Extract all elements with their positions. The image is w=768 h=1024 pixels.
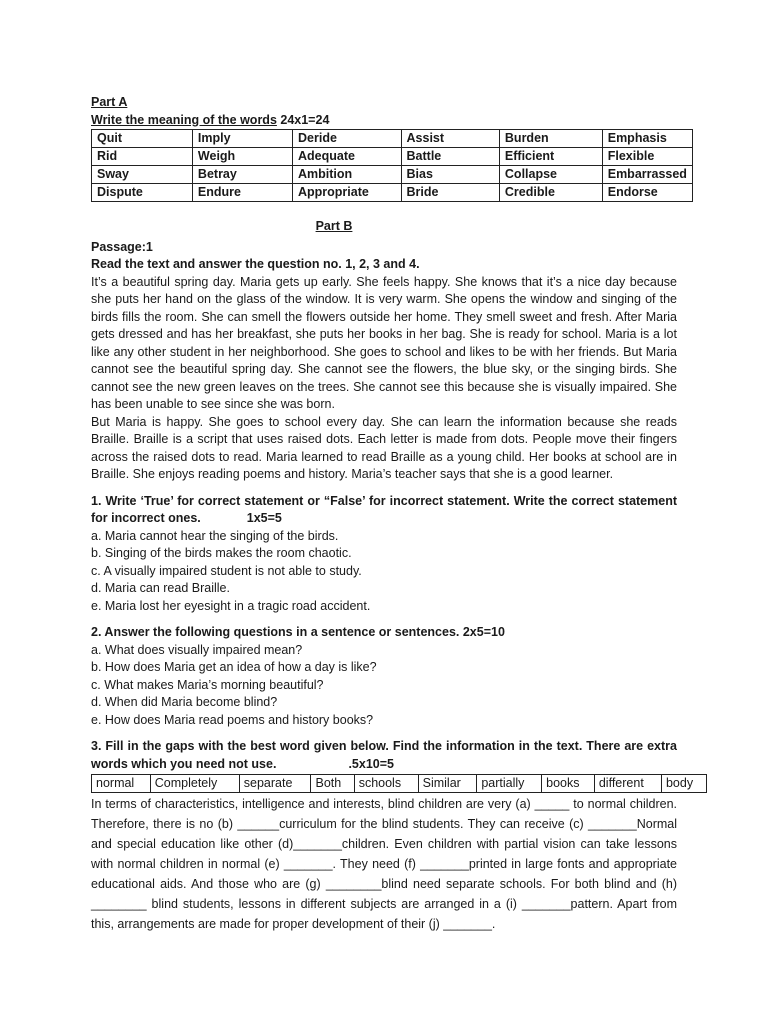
vocabulary-cell: Weigh — [192, 148, 292, 166]
question-item: a. What does visually impaired mean? — [91, 642, 303, 657]
vocabulary-cell: Imply — [192, 130, 292, 148]
vocabulary-cell: Deride — [293, 130, 402, 148]
part-a-instruction-text: Write the meaning of the words — [91, 112, 277, 127]
word-bank-cell: partially — [477, 775, 542, 793]
question-item: c. What makes Maria’s morning beautiful? — [91, 677, 324, 692]
word-bank-cell: Both — [311, 775, 354, 793]
question-1-items — [91, 528, 677, 616]
vocabulary-cell: Collapse — [499, 166, 602, 184]
question-3-text: 3. Fill in the gaps with the best word given below. Find the information in the text. There are extra words which you need not use. — [91, 739, 677, 771]
word-bank-cell: schools — [354, 775, 418, 793]
part-a-title: Part A — [91, 95, 128, 109]
vocabulary-cell: Battle — [401, 148, 499, 166]
question-3-marks: .5x10=5 — [348, 756, 394, 771]
vocabulary-cell: Endure — [192, 184, 292, 202]
fill-in-gaps-paragraph: In terms of characteristics, intelligence and interests, blind children are very (a) _____ to normal children. Therefore, there is no (b) ______curriculum for the blind students. They can receive (c) _______Normal and special education like other (d)_______children. Even children with partial vision can take lessons with normal children in normal (e) _______. They need (f) _______printed in large fonts and appropriate educational aids. And those who are (g) ________blind need separate schools. For both blind and (h) ________ blind students, lessons in different subjects are arranged in a (i) _______pattern. Apart from this, arrangements are made for proper development of their (j) _______. — [91, 797, 677, 931]
word-bank-table — [91, 774, 707, 793]
word-bank-cell: separate — [239, 775, 311, 793]
vocabulary-cell: Adequate — [293, 148, 402, 166]
question-item: a. Maria cannot hear the singing of the birds. — [91, 528, 339, 543]
question-1-marks: 1x5=5 — [246, 511, 282, 525]
vocabulary-cell: Ambition — [293, 166, 402, 184]
vocabulary-row — [92, 184, 693, 202]
vocabulary-table — [91, 129, 693, 202]
word-bank-cell: books — [542, 775, 595, 793]
vocabulary-row — [92, 148, 693, 166]
vocabulary-cell: Dispute — [92, 184, 193, 202]
word-bank-cell: Similar — [418, 775, 477, 793]
vocabulary-cell: Endorse — [602, 184, 692, 202]
part-a-marks: 24x1=24 — [276, 112, 330, 127]
question-1-text: 1. Write ‘True’ for correct statement or “False’ for incorrect statement. Write the correct statement for incorrect ones. — [91, 493, 677, 525]
question-item: e. How does Maria read poems and history books? — [91, 712, 374, 727]
word-bank-cell: body — [661, 775, 706, 793]
vocabulary-cell: Embarrassed — [602, 166, 692, 184]
question-1-heading — [91, 493, 677, 528]
question-item: b. How does Maria get an idea of how a day is like? — [91, 660, 377, 674]
vocabulary-cell: Emphasis — [602, 130, 692, 148]
word-bank-cell: Completely — [150, 775, 239, 793]
document-page — [91, 94, 694, 934]
vocabulary-cell: Quit — [92, 130, 193, 148]
question-2-items — [91, 642, 677, 730]
vocabulary-cell: Sway — [92, 166, 193, 184]
passage-paragraph-2: But Maria is happy. She goes to school every day. She can learn the information because she reads Braille. Braille is a script that uses raised dots. Each letter is made from dots. People move their fingers across the raised dots to read. Maria learned to read Braille as a young child. Her books at school are in Braille. She enjoys reading poems and history. Maria’s teacher says that she is a good learner. — [91, 414, 677, 481]
part-b-title: Part B — [315, 219, 353, 233]
vocabulary-cell: Burden — [499, 130, 602, 148]
word-bank-cell: normal — [92, 775, 151, 793]
question-item: d. Maria can read Braille. — [91, 581, 230, 595]
vocabulary-cell: Bride — [401, 184, 499, 202]
vocabulary-row — [92, 166, 693, 184]
question-item: c. A visually impaired student is not able to study. — [91, 563, 362, 578]
question-item: b. Singing of the birds makes the room chaotic. — [91, 546, 352, 560]
vocabulary-cell: Appropriate — [293, 184, 402, 202]
vocabulary-cell: Betray — [192, 166, 292, 184]
vocabulary-cell: Credible — [499, 184, 602, 202]
vocabulary-cell: Rid — [92, 148, 193, 166]
question-item: e. Maria lost her eyesight in a tragic road accident. — [91, 598, 371, 613]
passage-paragraph-1: It’s a beautiful spring day. Maria gets up early. She feels happy. She knows that it’s a nice day because she puts her hand on the glass of the window. It is very warm. She opens the window and singing of the birds fills the room. She can smell the flowers outside her home. They smell sweet and fresh. After Maria gets dressed and has her breakfast, she puts her books in her bag. She is ready for school. Maria is a lot like any other student in her neighborhood. She goes to school and likes to be with her friends. But Maria cannot see the beautiful spring day. She cannot see the flowers, the blue sky, or the singing birds. She cannot see the new green leaves on the trees. She cannot see this because she is visually impaired. She has been unable to see since she was born. — [91, 274, 677, 411]
vocabulary-cell: Bias — [401, 166, 499, 184]
question-2-heading: 2. Answer the following questions in a sentence or sentences. 2x5=10 — [91, 625, 505, 639]
vocabulary-row — [92, 130, 693, 148]
word-bank-cell: different — [594, 775, 661, 793]
part-a-instruction — [91, 112, 677, 130]
passage-instruction: Read the text and answer the question no. 1, 2, 3 and 4. — [91, 257, 420, 271]
vocabulary-cell: Flexible — [602, 148, 692, 166]
vocabulary-cell: Efficient — [499, 148, 602, 166]
passage-label: Passage:1 — [91, 239, 153, 254]
question-3-heading — [91, 738, 677, 773]
question-item: d. When did Maria become blind? — [91, 695, 278, 709]
vocabulary-cell: Assist — [401, 130, 499, 148]
